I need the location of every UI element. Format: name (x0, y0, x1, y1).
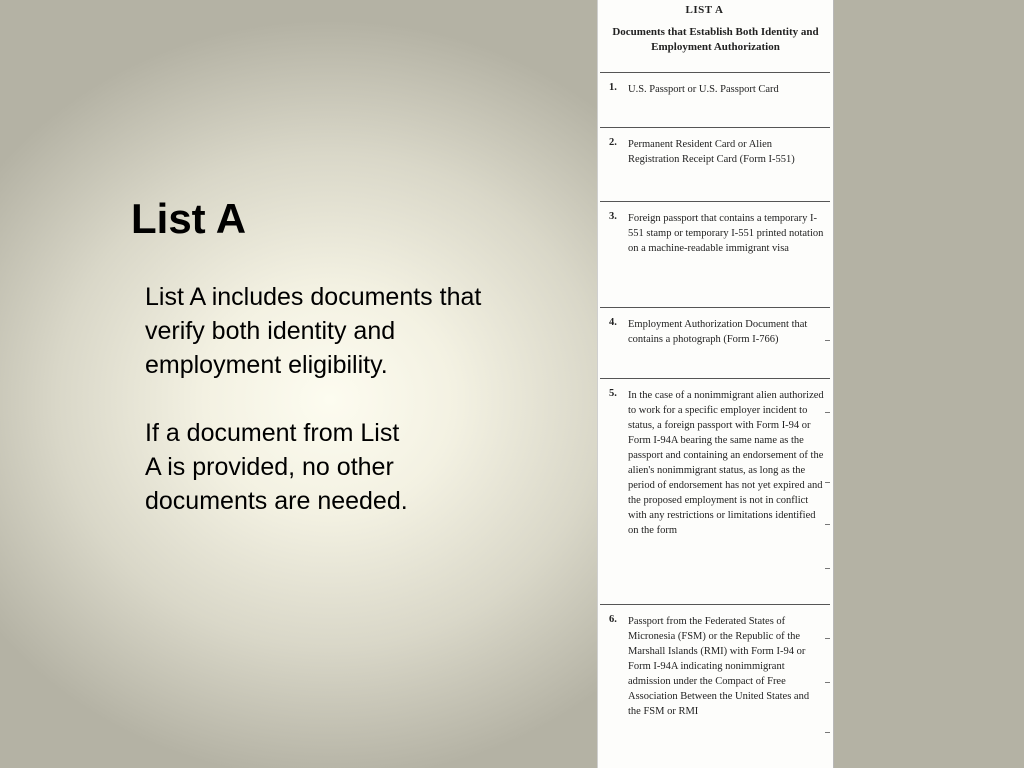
table-row (600, 127, 830, 201)
row-number: 5. (609, 388, 617, 399)
description-paragraph: List A includes documents that verify both identity and employment eligibility. (145, 283, 482, 379)
table-edge-tick (825, 482, 830, 483)
table-edge-tick (825, 568, 830, 569)
row-text: Permanent Resident Card or Alien Registration Receipt Card (Form I-551) (628, 139, 795, 165)
table-edge-tick (825, 682, 830, 683)
scanned-document-image (597, 0, 834, 768)
table-row (600, 378, 830, 604)
row-text: In the case of a nonimmigrant alien authorized to work for a specific employer incident to status, a foreign passport with Form I-94 or Form I-94A bearing the same name as the passport and containing an endorsement of the alien's nonimmigrant status, as long as the period of endorsement has not yet expired and the proposed employment is not in conflict with any restrictions or limitations identified on the form (628, 390, 824, 536)
row-text: U.S. Passport or U.S. Passport Card (628, 84, 779, 95)
row-number: 6. (609, 614, 617, 625)
row-number: 1. (609, 82, 617, 93)
row-number: 4. (609, 317, 617, 328)
row-number: 2. (609, 137, 617, 148)
row-number: 3. (609, 211, 617, 222)
document-list-title: LIST A (685, 4, 724, 16)
document-column-heading: Documents that Establish Both Identity and Employment Authorization (612, 26, 819, 53)
table-edge-tick (825, 524, 830, 525)
table-row (600, 307, 830, 378)
note-paragraph: If a document from List A is provided, no other documents are needed. (145, 419, 408, 515)
table-row (600, 604, 830, 768)
table-edge-tick (825, 412, 830, 413)
row-text: Passport from the Federated States of Micronesia (FSM) or the Republic of the Marshall Islands (RMI) with Form I-94 or Form I-94A indicating nonimmigrant admission under the Compact of Free Association Between the United States and the FSM or RMI (628, 616, 810, 717)
table-row (600, 201, 830, 307)
row-text: Foreign passport that contains a temporary I-551 stamp or temporary I-551 printed notation on a machine-readable immigrant visa (628, 213, 824, 254)
row-text: Employment Authorization Document that contains a photograph (Form I-766) (628, 319, 808, 345)
table-edge-tick (825, 638, 830, 639)
slide-title: List A (131, 195, 247, 242)
document-table (600, 72, 830, 768)
table-row (600, 72, 830, 127)
table-edge-tick (825, 340, 830, 341)
table-edge-tick (825, 732, 830, 733)
